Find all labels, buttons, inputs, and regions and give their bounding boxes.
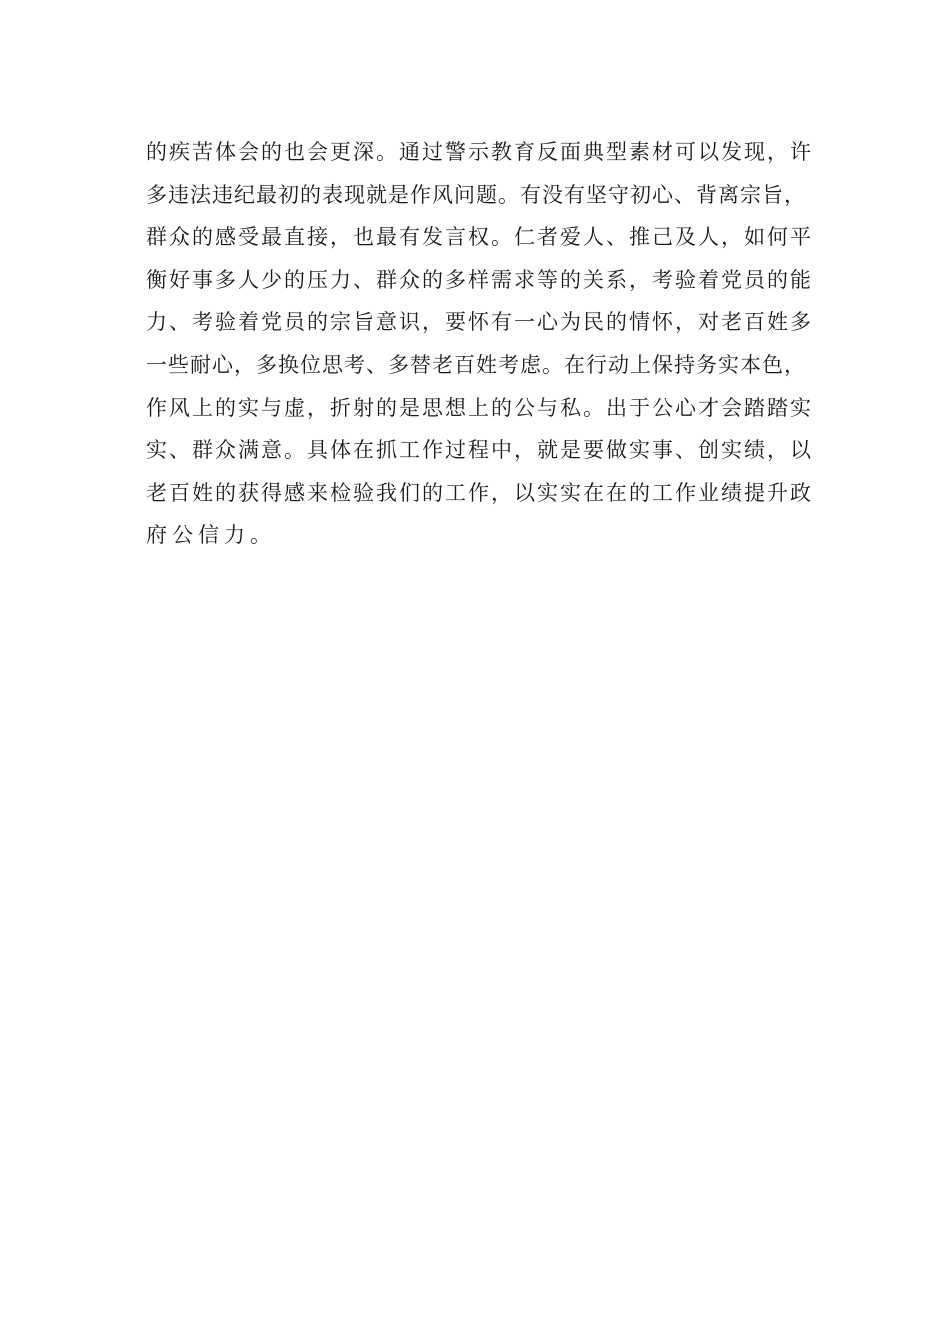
paragraph-line: 实、群众满意。具体在抓工作过程中，就是要做实事、创实绩，以 [146,438,813,463]
paragraph-line: 一些耐心，多换位思考、多替老百姓考虑。在行动上保持务实本色， [146,352,806,377]
paragraph-line: 老百姓的获得感来检验我们的工作，以实实在在的工作业绩提升政 [146,480,813,505]
paragraph-line: 作风上的实与虚，折射的是思想上的公与私。出于公心才会踏踏实 [146,395,813,420]
paragraph-line: 力、考验着党员的宗旨意识，要怀有一心为民的情怀，对老百姓多 [146,310,813,335]
paragraph-line: 衡好事多人少的压力、群众的多样需求等的关系，考验着党员的能 [146,267,813,292]
paragraph-line: 多违法违纪最初的表现就是作风问题。有没有坚守初心、背离宗旨， [146,182,806,207]
paragraph-line: 的疾苦体会的也会更深。通过警示教育反面典型素材可以发现，许 [146,140,813,164]
paragraph-line: 群众的感受最直接，也最有发言权。仁者爱人、推己及人，如何平 [146,225,813,250]
body-paragraph [146,134,816,560]
paragraph-line: 府公信力。 [146,523,276,548]
